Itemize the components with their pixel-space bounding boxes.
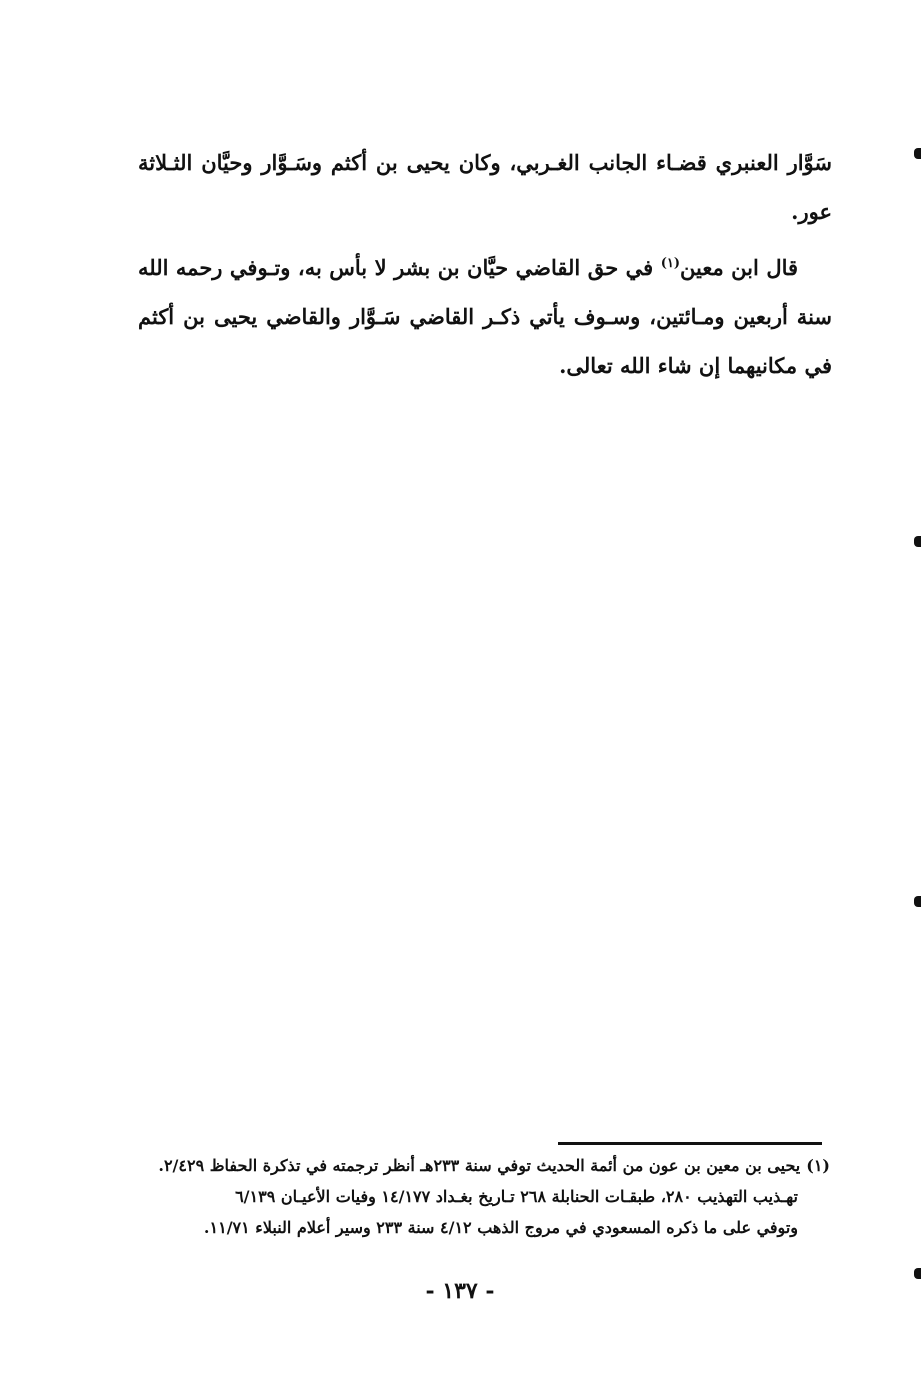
page-number: - ١٣٧ - bbox=[425, 1278, 495, 1304]
scan-edge-mark bbox=[914, 896, 921, 907]
scan-edge-mark bbox=[914, 148, 921, 159]
paragraph-1: سَوَّار العنبري قضـاء الجانب الغـربي، وكان يحيى بن أكثم وسَـوَّار وحيَّان الثـلاثة عور. bbox=[138, 150, 832, 224]
main-text bbox=[138, 138, 832, 390]
footnote-line-3: وتوفي على ما ذكره المسعودي في مروج الذهب ٤/١٢ سنة ٢٣٣ وسير أعلام النبلاء ١١/٧١. bbox=[203, 1218, 798, 1237]
scan-edge-mark bbox=[914, 536, 921, 547]
footnote-number: (١) bbox=[806, 1156, 830, 1175]
footnote-line-1 bbox=[140, 1150, 830, 1181]
paragraph-2 bbox=[138, 243, 832, 390]
paragraph-2-rest: في حق القاضي حيَّان بن بشر لا بأس به، وتـوفي رحمه الله سنة أربعين ومـائتين، وسـوف يأتي ذكـر القاضي سَـوَّار والقاضي يحيى بن أكثم في مكانيهما إن شاء الله تعالى. bbox=[138, 255, 832, 378]
footnote-reference[interactable]: (١) bbox=[660, 256, 680, 271]
footnote-line-2: تهـذيب التهذيب ٢٨٠، طبقـات الحنابلة ٢٦٨ تـاريخ بغـداد ١٤/١٧٧ وفيات الأعيـان ٦/١٣٩ bbox=[235, 1187, 798, 1206]
paragraph-2-start: قال ابن معين bbox=[680, 255, 799, 280]
footnotes bbox=[140, 1150, 830, 1243]
footnote-text-1: يحيى بن معين بن عون من أئمة الحديث توفي سنة ٢٣٣هـ أنظر ترجمته في تذكرة الحفاظ ٢/٤٢٩. bbox=[158, 1156, 801, 1175]
scan-edge-mark bbox=[914, 1268, 921, 1279]
footnote-separator bbox=[558, 1142, 822, 1145]
